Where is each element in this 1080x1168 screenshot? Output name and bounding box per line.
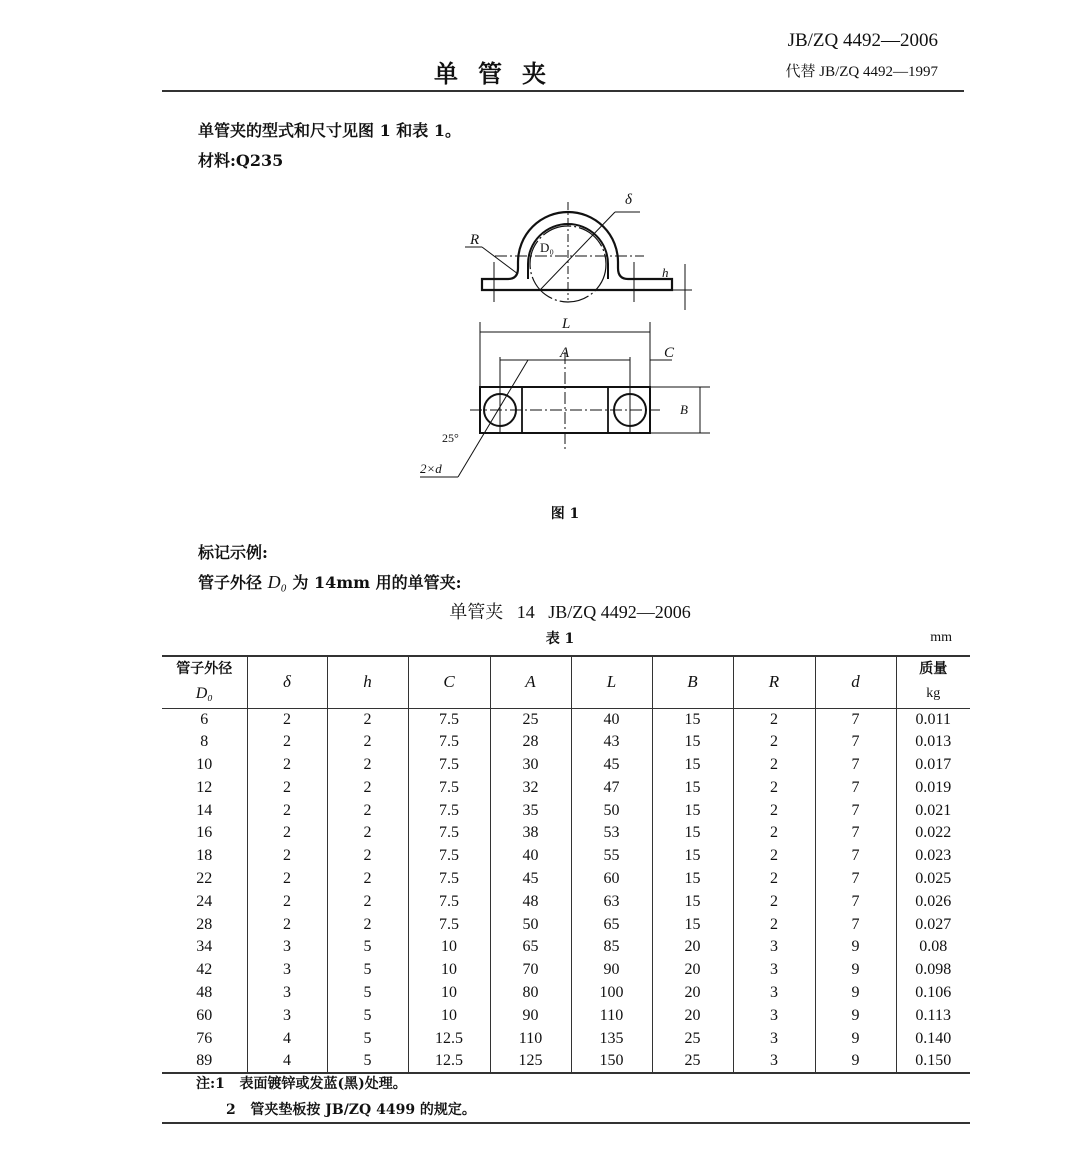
table-cell: 0.08	[896, 936, 970, 959]
table-cell: 55	[571, 845, 652, 868]
table-cell: 7.5	[408, 799, 490, 822]
table-cell: 6	[200, 710, 209, 728]
table-cell: 28	[490, 731, 571, 754]
table-cell: 2	[327, 822, 408, 845]
table-cell: 0.021	[896, 799, 970, 822]
table-cell: 48	[490, 890, 571, 913]
table-row	[162, 1027, 970, 1050]
table-cell: 7.5	[408, 913, 490, 936]
col-header-delta: δ	[247, 656, 327, 708]
table-cell: 2	[733, 754, 815, 777]
table-cell: 34	[196, 938, 213, 956]
table-cell: 7.5	[408, 845, 490, 868]
table-row	[162, 776, 970, 799]
table-cell: 3	[247, 1004, 327, 1027]
table-cell: 7.5	[408, 731, 490, 754]
table-cell: 7.5	[408, 754, 490, 777]
table-cell: 15	[652, 868, 733, 891]
table-cell: 7	[815, 890, 896, 913]
col-header-d: d	[815, 656, 896, 708]
table-row	[162, 868, 970, 891]
table-cell: 7	[815, 822, 896, 845]
table-cell: 110	[571, 1004, 652, 1027]
table-row	[162, 708, 970, 731]
table-cell: 15	[652, 776, 733, 799]
table-cell: 15	[652, 822, 733, 845]
table-cell: 15	[652, 708, 733, 731]
table-cell: 22	[196, 869, 213, 887]
table-row	[162, 731, 970, 754]
table-cell: 12	[196, 778, 213, 796]
table-cell: 10	[408, 936, 490, 959]
table-cell: 0.098	[896, 959, 970, 982]
table-cell: 2	[327, 845, 408, 868]
table-row	[162, 754, 970, 777]
col-header-R: R	[733, 656, 815, 708]
table-cell: 2	[733, 868, 815, 891]
table-cell: 85	[571, 936, 652, 959]
table-cell: 110	[490, 1027, 571, 1050]
table-cell: 4	[247, 1027, 327, 1050]
table-cell: 2	[327, 890, 408, 913]
table-cell: 3	[733, 936, 815, 959]
table-header-row	[162, 656, 970, 708]
table-cell: 5	[327, 1050, 408, 1073]
table-cell: 18	[196, 847, 213, 865]
table-cell: 7	[815, 845, 896, 868]
table-cell: 20	[652, 959, 733, 982]
table-cell: 5	[327, 1004, 408, 1027]
table-cell: 9	[815, 959, 896, 982]
table-cell: 3	[733, 982, 815, 1005]
table-cell: 2	[327, 799, 408, 822]
table-cell: 7.5	[408, 868, 490, 891]
table-cell: 50	[490, 913, 571, 936]
table-cell: 9	[815, 1027, 896, 1050]
col-header-B: B	[652, 656, 733, 708]
table-cell: 0.013	[896, 731, 970, 754]
table-cell: 28	[196, 915, 213, 933]
table-cell: 2	[247, 845, 327, 868]
table-cell: 3	[733, 1027, 815, 1050]
material-text: 材料:Q235	[198, 151, 284, 170]
table-cell: 43	[571, 731, 652, 754]
label-holes: 2×d	[420, 461, 442, 476]
table-cell: 3	[733, 959, 815, 982]
table-cell: 2	[327, 708, 408, 731]
clamp-profile-view	[465, 192, 692, 310]
table-cell: 90	[571, 959, 652, 982]
table-cell: 2	[327, 868, 408, 891]
table-cell: 5	[327, 959, 408, 982]
table-row	[162, 1050, 970, 1073]
marking-desc-var: D₀	[267, 572, 287, 592]
col-header-d0	[162, 656, 247, 708]
table-cell: 5	[327, 982, 408, 1005]
col-header-C: C	[408, 656, 490, 708]
table-cell: 5	[327, 936, 408, 959]
note-2: 2 管夹垫板按 JB/ZQ 4499 的规定。	[226, 1102, 476, 1118]
table-row	[162, 913, 970, 936]
marking-label: 标记示例:	[198, 543, 268, 562]
table-cell: 65	[571, 913, 652, 936]
table-cell: 15	[652, 799, 733, 822]
table-caption: 表 1	[545, 631, 575, 647]
table-cell: 48	[196, 983, 213, 1001]
replaces-standard: 代替 JB/ZQ 4492—1997	[785, 64, 938, 80]
table-cell: 38	[490, 822, 571, 845]
table-cell: 25	[652, 1050, 733, 1073]
standard-number: JB/ZQ 4492—2006	[787, 30, 938, 51]
table-cell: 12.5	[408, 1050, 490, 1073]
table-cell: 2	[733, 845, 815, 868]
table-cell: 3	[247, 936, 327, 959]
table-cell: 2	[247, 708, 327, 731]
table-cell: 15	[652, 731, 733, 754]
marking-desc-prefix: 管子外径	[198, 573, 268, 592]
table-cell: 0.011	[896, 708, 970, 731]
table-row	[162, 982, 970, 1005]
table-cell: 40	[490, 845, 571, 868]
table-cell: 2	[733, 799, 815, 822]
table-cell: 0.023	[896, 845, 970, 868]
table-cell: 14	[196, 801, 213, 819]
table-cell: 47	[571, 776, 652, 799]
table-cell: 7.5	[408, 708, 490, 731]
table-cell: 9	[815, 936, 896, 959]
table-cell: 90	[490, 1004, 571, 1027]
table-cell: 10	[196, 755, 213, 773]
table-cell: 60	[196, 1006, 213, 1024]
table-cell: 7	[815, 868, 896, 891]
table-cell: 15	[652, 845, 733, 868]
table-cell: 7.5	[408, 776, 490, 799]
table-cell: 0.019	[896, 776, 970, 799]
table-cell: 2	[327, 754, 408, 777]
table-cell: 3	[247, 982, 327, 1005]
table-cell: 9	[815, 1050, 896, 1073]
table-cell: 7	[815, 913, 896, 936]
table-cell: 2	[247, 776, 327, 799]
table-row	[162, 822, 970, 845]
col-header-d0-label: 管子外径	[176, 661, 233, 677]
label-C: C	[664, 345, 675, 361]
table-cell: 76	[196, 1029, 213, 1047]
col-header-L: L	[571, 656, 652, 708]
page-title: 单管夹	[434, 59, 566, 88]
table-row	[162, 936, 970, 959]
marking-example: 单管夹 14 JB/ZQ 4492—2006	[449, 602, 691, 622]
table-cell: 3	[733, 1050, 815, 1073]
table-cell: 25	[490, 708, 571, 731]
table-cell: 32	[490, 776, 571, 799]
table-cell: 7	[815, 776, 896, 799]
label-R: R	[470, 232, 480, 248]
table-cell: 16	[196, 824, 213, 842]
table-cell: 10	[408, 1004, 490, 1027]
marking-description	[198, 570, 462, 593]
table-cell: 35	[490, 799, 571, 822]
footer-rule	[162, 1122, 970, 1124]
table-cell: 7	[815, 708, 896, 731]
clamp-plan-view	[420, 316, 710, 477]
table-cell: 7	[815, 754, 896, 777]
table-cell: 12.5	[408, 1027, 490, 1050]
table-cell: 2	[733, 731, 815, 754]
table-cell: 9	[815, 1004, 896, 1027]
table-cell: 150	[571, 1050, 652, 1073]
intro-text: 单管夹的型式和尺寸见图 1 和表 1。	[198, 121, 461, 140]
table-cell: 50	[571, 799, 652, 822]
table-cell: 80	[490, 982, 571, 1005]
table-cell: 2	[327, 731, 408, 754]
table-cell: 2	[327, 913, 408, 936]
table-row	[162, 799, 970, 822]
label-A: A	[560, 345, 570, 361]
col-header-d0-symbol: D₀	[195, 684, 213, 702]
table-cell: 0.027	[896, 913, 970, 936]
table-cell: 0.025	[896, 868, 970, 891]
col-header-mass-label: 质量	[919, 662, 948, 678]
table-cell: 2	[247, 754, 327, 777]
label-L: L	[562, 316, 571, 332]
col-header-mass-unit: kg	[926, 686, 941, 702]
table-cell: 2	[327, 776, 408, 799]
table-cell: 24	[196, 892, 213, 910]
table-cell: 0.150	[896, 1050, 970, 1073]
table-cell: 3	[247, 959, 327, 982]
table-cell: 42	[196, 961, 213, 979]
table-row	[162, 845, 970, 868]
table-cell: 63	[571, 890, 652, 913]
table-cell: 20	[652, 936, 733, 959]
table-cell: 15	[652, 913, 733, 936]
table-cell: 15	[652, 890, 733, 913]
table-cell: 9	[815, 982, 896, 1005]
table-cell: 53	[571, 822, 652, 845]
table-cell: 135	[571, 1027, 652, 1050]
label-D0: D₀	[540, 240, 554, 255]
note-1: 注:1 表面镀锌或发蓝(黑)处理。	[196, 1076, 407, 1092]
table-cell: 0.022	[896, 822, 970, 845]
table-cell: 2	[733, 913, 815, 936]
col-header-mass	[896, 656, 970, 708]
table-unit: mm	[930, 630, 952, 645]
figure-1-drawing	[410, 182, 730, 492]
table-cell: 2	[247, 913, 327, 936]
dimension-table	[162, 655, 970, 1074]
table-cell: 2	[247, 822, 327, 845]
header-rule	[162, 90, 964, 92]
table-cell: 4	[247, 1050, 327, 1073]
table-cell: 20	[652, 982, 733, 1005]
table-cell: 2	[733, 708, 815, 731]
table-cell: 0.106	[896, 982, 970, 1005]
table-cell: 2	[247, 799, 327, 822]
table-cell: 45	[571, 754, 652, 777]
table-cell: 7.5	[408, 822, 490, 845]
table-cell: 45	[490, 868, 571, 891]
table-cell: 70	[490, 959, 571, 982]
table-row	[162, 1004, 970, 1027]
label-B: B	[680, 402, 688, 417]
table-cell: 0.017	[896, 754, 970, 777]
table-cell: 60	[571, 868, 652, 891]
table-cell: 15	[652, 754, 733, 777]
table-cell: 2	[733, 822, 815, 845]
table-cell: 25	[652, 1027, 733, 1050]
table-cell: 40	[571, 708, 652, 731]
table-body	[162, 708, 970, 1073]
table-cell: 7.5	[408, 890, 490, 913]
table-cell: 89	[196, 1051, 213, 1069]
table-cell: 8	[200, 733, 209, 751]
table-cell: 2	[247, 731, 327, 754]
col-header-A: A	[490, 656, 571, 708]
table-cell: 125	[490, 1050, 571, 1073]
table-cell: 2	[733, 890, 815, 913]
table-row	[162, 890, 970, 913]
table-cell: 65	[490, 936, 571, 959]
col-header-h: h	[327, 656, 408, 708]
marking-desc-suffix: 为 14mm 用的单管夹:	[286, 573, 462, 592]
label-angle: 25°	[442, 431, 459, 445]
table-cell: 0.026	[896, 890, 970, 913]
table-cell: 3	[733, 1004, 815, 1027]
label-h: h	[662, 265, 669, 280]
table-cell: 7	[815, 731, 896, 754]
table-cell: 100	[571, 982, 652, 1005]
table-cell: 10	[408, 982, 490, 1005]
figure-caption: 图 1	[550, 506, 580, 522]
table-cell: 30	[490, 754, 571, 777]
table-cell: 2	[733, 776, 815, 799]
table-row	[162, 959, 970, 982]
table-cell: 7	[815, 799, 896, 822]
table-cell: 0.113	[896, 1004, 970, 1027]
table-cell: 2	[247, 868, 327, 891]
table-cell: 20	[652, 1004, 733, 1027]
table-cell: 0.140	[896, 1027, 970, 1050]
table-cell: 2	[247, 890, 327, 913]
table-cell: 5	[327, 1027, 408, 1050]
table-cell: 10	[408, 959, 490, 982]
label-delta: δ	[625, 192, 632, 208]
